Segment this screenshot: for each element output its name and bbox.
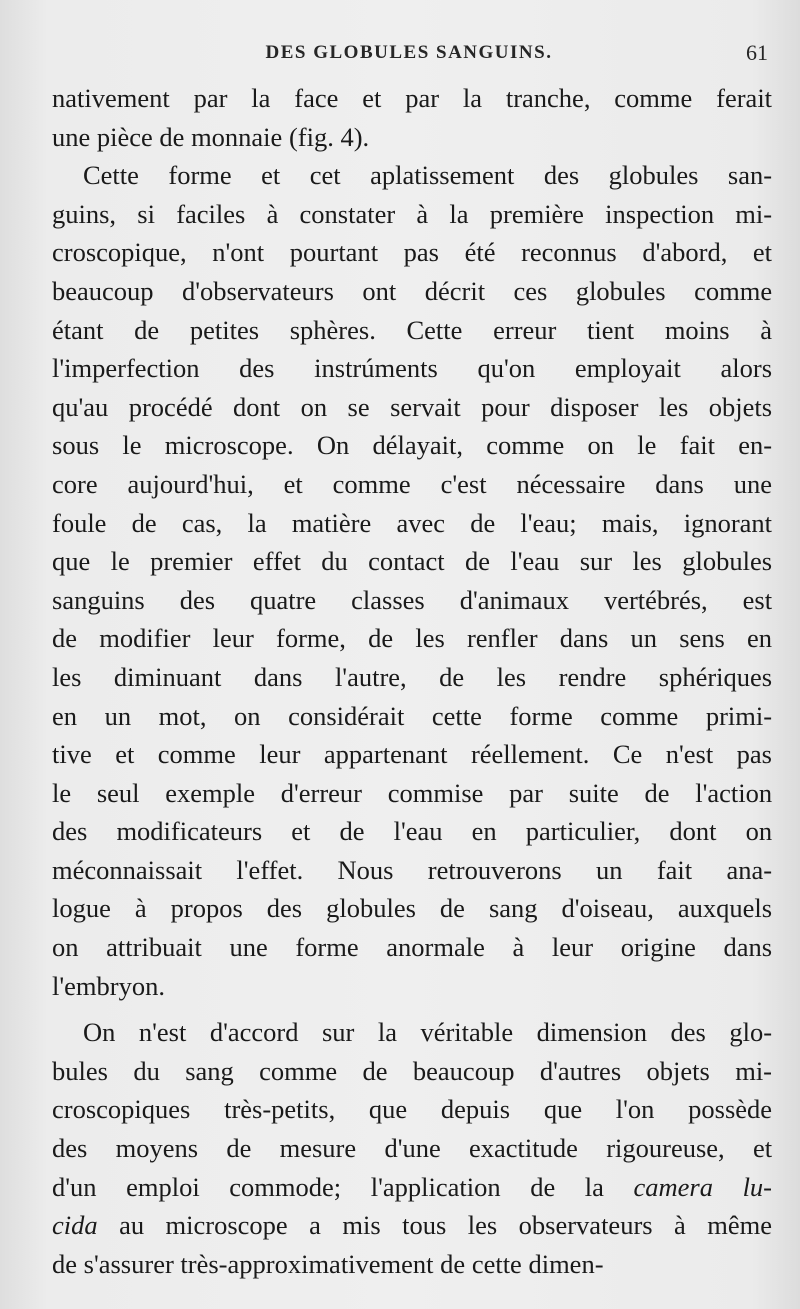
paragraph bbox=[52, 1013, 772, 1283]
text-line: des modificateurs et de l'eau en particulier, dont on bbox=[52, 816, 773, 847]
text-line: Cette forme et cet aplatissement des globules san- bbox=[83, 160, 773, 191]
text-line: de s'assurer très-approximativement de cette dimen- bbox=[52, 1248, 604, 1279]
text-line: de modifier leur forme, de les renfler dans un sens en bbox=[52, 623, 773, 654]
text-line: étant de petites sphères. Cette erreur tient moins à bbox=[52, 314, 773, 345]
running-head: DES GLOBULES SANGUINS. bbox=[265, 42, 553, 63]
text-line: sous le microscope. On délayait, comme on le fait en- bbox=[52, 430, 773, 461]
text-line: bules du sang comme de beaucoup d'autres objets mi- bbox=[52, 1055, 773, 1086]
text-line: que le premier effet du contact de l'eau sur les globules bbox=[52, 546, 773, 577]
text-line: beaucoup d'observateurs ont décrit ces globules comme bbox=[52, 275, 773, 306]
text-line: une pièce de monnaie (fig. 4). bbox=[52, 121, 370, 152]
text-line: méconnaissait l'effet. Nous retrouverons un fait ana- bbox=[52, 854, 773, 885]
text-line: les diminuant dans l'autre, de les rendre sphériques bbox=[52, 661, 773, 692]
text-line: l'imperfection des instrúments qu'on employait alors bbox=[52, 353, 773, 384]
text-line: guins, si faciles à constater à la première inspection mi- bbox=[52, 198, 773, 229]
text-line: sanguins des quatre classes d'animaux vertébrés, est bbox=[52, 584, 773, 615]
text-line: l'embryon. bbox=[52, 970, 165, 1001]
text-line: nativement par la face et par la tranche, comme ferait bbox=[52, 83, 773, 113]
text-line: le seul exemple d'erreur commise par suite de l'action bbox=[52, 777, 773, 808]
text-line: tive et comme leur appartenant réellement. Ce n'est pas bbox=[52, 739, 772, 770]
text-line: On n'est d'accord sur la véritable dimension des glo- bbox=[83, 1017, 773, 1048]
text-line: croscopiques très-petits, que depuis que l'on possède bbox=[52, 1094, 773, 1125]
paragraph bbox=[52, 156, 772, 1005]
text-line: foule de cas, la matière avec de l'eau; mais, ignorant bbox=[52, 507, 773, 538]
paragraph bbox=[52, 79, 772, 156]
text-line: cida au microscope a mis tous les observateurs à même bbox=[52, 1210, 773, 1241]
text-line: on attribuait une forme anormale à leur origine dans bbox=[52, 932, 773, 963]
text-line: core aujourd'hui, et comme c'est nécessaire dans une bbox=[52, 468, 772, 499]
text-line: logue à propos des globules de sang d'oiseau, auxquels bbox=[52, 893, 773, 924]
page-number: 61 bbox=[746, 40, 768, 65]
text-line: en un mot, on considérait cette forme comme primi- bbox=[52, 700, 773, 731]
text-line: qu'au procédé dont on se servait pour disposer les objets bbox=[52, 391, 773, 422]
page-header bbox=[50, 42, 768, 78]
text-line: croscopique, n'ont pourtant pas été reconnus d'abord, et bbox=[52, 237, 773, 268]
text-line: d'un emploi commode; l'application de la camera lu- bbox=[52, 1171, 772, 1202]
body-text bbox=[52, 79, 772, 1283]
text-line: des moyens de mesure d'une exactitude rigoureuse, et bbox=[52, 1133, 773, 1164]
